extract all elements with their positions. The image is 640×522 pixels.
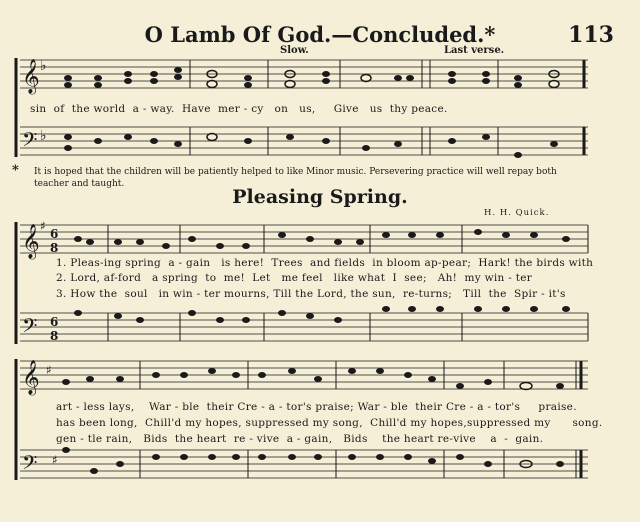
verse-2-line-1: 2. Lord, af-ford a spring to me! Let me feel like what I see; Ah! my win - ter <box>56 272 533 284</box>
composer-credit: H. H. Quick. <box>484 208 550 218</box>
footnote-text: It is hoped that the children will be patiently helped to like Minor music. Persevering practice will well repay both teacher and taught. <box>34 167 557 189</box>
svg-text:8: 8 <box>50 241 59 255</box>
verse-3-line-1: 3. How the soul in win - ter mourns, Till the Lord, the sun, re-turns; Till the Spir - it's <box>56 288 566 300</box>
staff-hymn1-bass <box>20 127 588 155</box>
staff-hymn2-sys2-bass <box>20 450 588 478</box>
verse-1-line-1: 1. Pleas-ing spring a - gain is here! Trees and fields in bloom ap-pear; Hark! the birds with <box>56 257 594 269</box>
page-number: 113 <box>568 22 614 48</box>
verse-1-line-2: art - less lays, War - ble their Cre - a - tor's praise; War - ble their Cre - a - tor's praise. <box>56 401 577 413</box>
verse-2-line-2: has been long, Chill'd my hopes, suppressed my song, Chill'd my hopes,suppressed my song. <box>56 417 603 429</box>
svg-text:8: 8 <box>50 329 59 343</box>
treble-clef-icon: 𝄞 <box>22 224 40 259</box>
footnote-asterisk: * <box>12 163 19 178</box>
svg-text:♭: ♭ <box>40 58 47 74</box>
tempo-slow: Slow. <box>280 45 309 56</box>
bass-clef-icon: 𝄢 <box>22 451 38 479</box>
tempo-last-verse: Last verse. <box>444 45 505 56</box>
verse-3-line-2: gen - tle rain, Bids the heart re - vive a - gain, Bids the heart re-vive a - gain. <box>56 433 544 445</box>
staff-hymn2-sys1-treble <box>20 225 588 253</box>
treble-clef-icon: 𝄞 <box>22 59 40 94</box>
staff-hymn1-treble <box>20 60 588 88</box>
svg-text:♯: ♯ <box>46 363 52 377</box>
staff-hymn2-sys2-treble <box>20 361 588 389</box>
svg-text:6: 6 <box>50 227 59 241</box>
svg-text:6: 6 <box>50 315 59 329</box>
treble-clef-icon: 𝄞 <box>22 360 40 395</box>
song-title: Pleasing Spring. <box>232 186 408 208</box>
bass-clef-icon: 𝄢 <box>22 314 38 342</box>
svg-text:♭: ♭ <box>40 128 47 144</box>
svg-text:♯: ♯ <box>40 219 46 233</box>
svg-text:♯: ♯ <box>52 453 58 467</box>
bass-clef-icon: 𝄢 <box>22 128 38 156</box>
page-title: O Lamb Of God.—Concluded.* <box>144 22 496 47</box>
hymn1-lyric-line: sin of the world a - way. Have mer - cy on us, Give us thy peace. <box>30 103 448 115</box>
staff-hymn2-sys1-bass <box>20 313 588 341</box>
